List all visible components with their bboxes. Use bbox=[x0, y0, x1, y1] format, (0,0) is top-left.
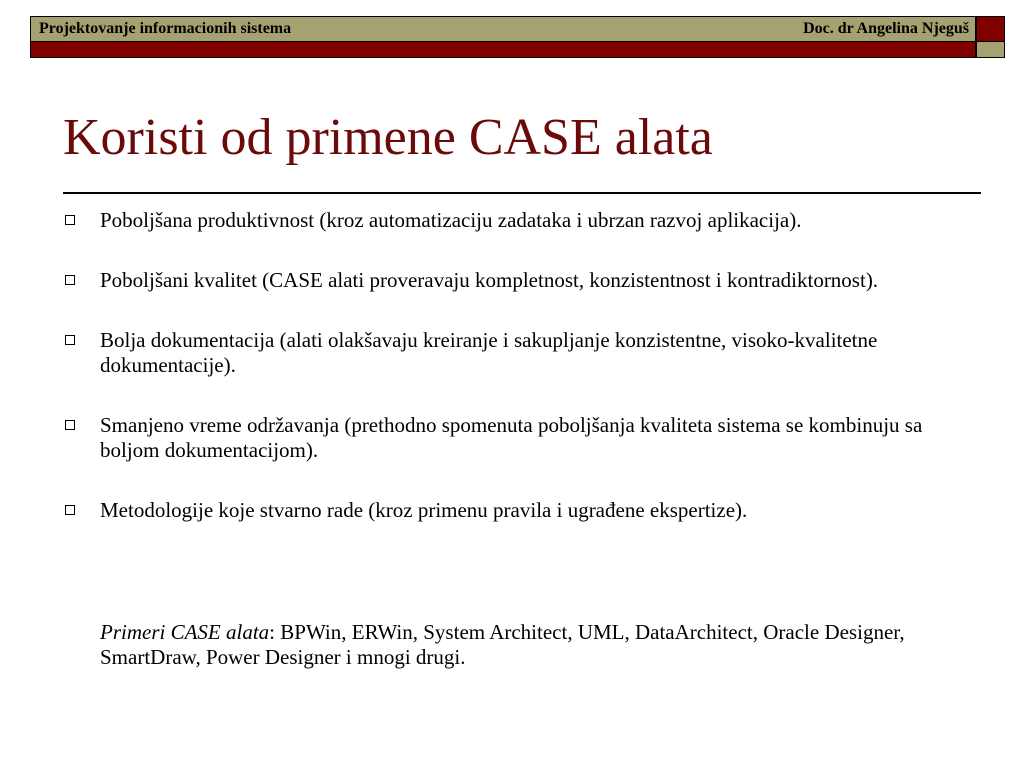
bullet-text: Smanjeno vreme održavanja (prethodno spomenuta poboljšanja kvaliteta sistema se kombinuju sa boljom dokumentacijom). bbox=[100, 413, 923, 462]
bullet-item bbox=[64, 208, 984, 233]
examples-note bbox=[100, 620, 980, 670]
square-bullet-icon bbox=[65, 215, 75, 225]
title-divider bbox=[63, 192, 981, 194]
square-bullet-icon bbox=[65, 505, 75, 515]
square-bullet-icon bbox=[65, 335, 75, 345]
examples-separator: : bbox=[269, 620, 276, 644]
author-name: Doc. dr Angelina Njeguš bbox=[803, 20, 969, 37]
bullet-text: Poboljšana produktivnost (kroz automatizaciju zadataka i ubrzan razvoj aplikacija). bbox=[100, 208, 802, 232]
course-title: Projektovanje informacionih sistema bbox=[39, 20, 292, 37]
square-bullet-icon bbox=[65, 275, 75, 285]
bullet-item bbox=[64, 413, 984, 463]
examples-text: BPWin, ERWin, System Architect, UML, DataArchitect, Oracle Designer, SmartDraw, Power Designer i mnogi drugi. bbox=[100, 620, 905, 669]
bullet-item bbox=[64, 268, 984, 293]
header-square-bottom bbox=[976, 42, 1005, 58]
header-bar bbox=[30, 16, 976, 42]
bullet-text: Poboljšani kvalitet (CASE alati proveravaju kompletnost, konzistentnost i kontradiktornost). bbox=[100, 268, 879, 292]
bullet-list bbox=[64, 208, 984, 558]
bullet-text: Bolja dokumentacija (alati olakšavaju kreiranje i sakupljanje konzistentne, visoko-kvalitetne dokumentacije). bbox=[100, 328, 878, 377]
bullet-text: Metodologije koje stvarno rade (kroz primenu pravila i ugrađene ekspertize). bbox=[100, 498, 748, 522]
examples-label: Primeri CASE alata bbox=[100, 620, 270, 644]
header-square-top bbox=[976, 16, 1005, 42]
header-stripe bbox=[30, 42, 976, 58]
bullet-item bbox=[64, 328, 984, 378]
square-bullet-icon bbox=[65, 420, 75, 430]
bullet-item bbox=[64, 498, 984, 523]
slide-title: Koristi od primene CASE alata bbox=[63, 109, 713, 166]
